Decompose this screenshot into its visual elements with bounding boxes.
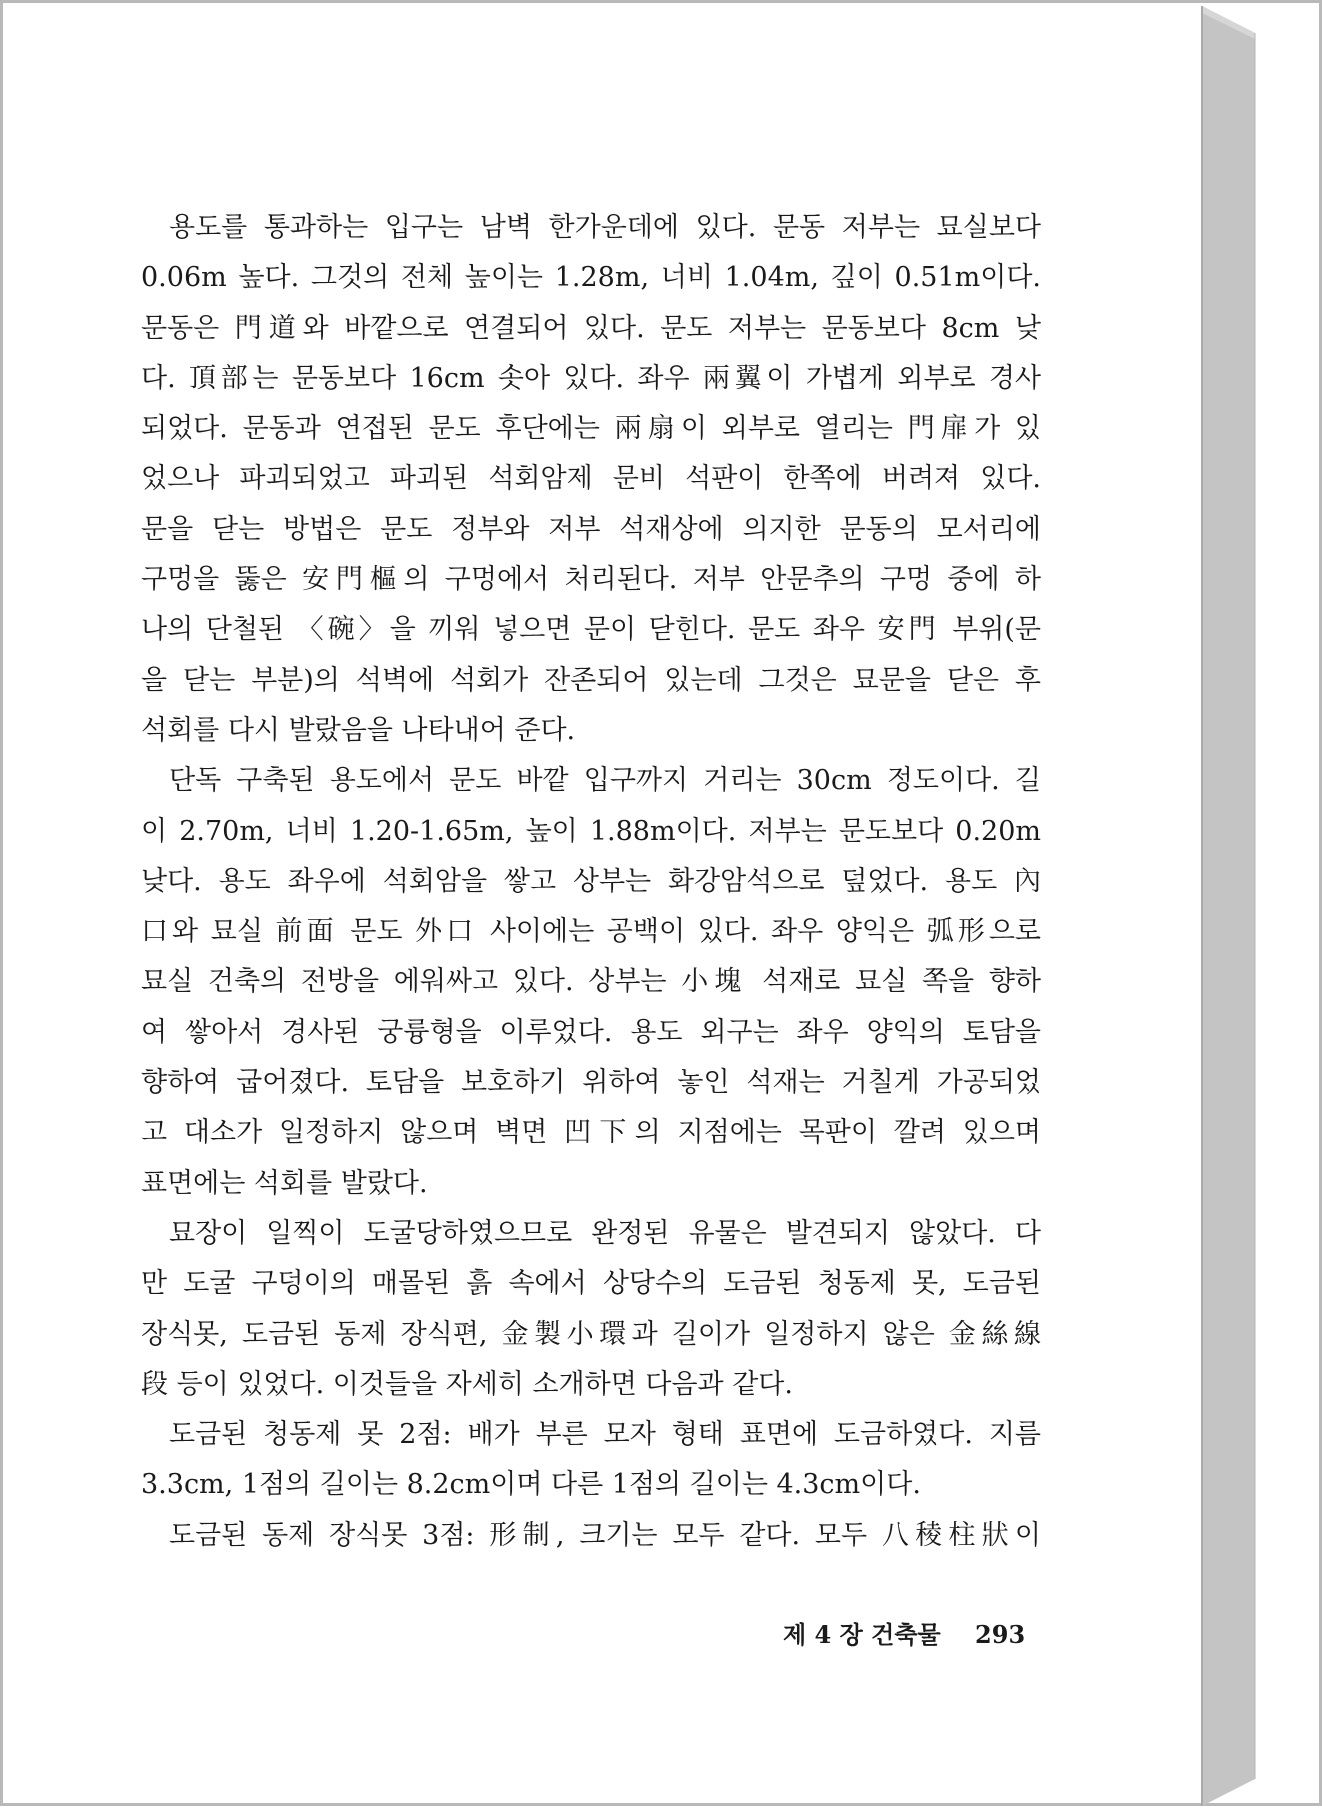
text-line: 구멍을 뚫은 安門樞의 구멍에서 처리된다. 저부 안문추의 구멍 중에 하 — [141, 564, 1041, 596]
text-line: 段 등이 있었다. 이것들을 자세히 소개하면 다음과 같다. — [141, 1368, 793, 1400]
text-line: 3.3cm, 1점의 길이는 8.2cm이며 다른 1점의 길이는 4.3cm이다. — [141, 1469, 921, 1501]
chapter-title: 제 4 장 건축물 — [783, 1620, 941, 1649]
text-line: 도금된 청동제 못 2점: 배가 부른 모자 형태 표면에 도금하였다. 지름 — [169, 1419, 1041, 1451]
text-line: 묘장이 일찍이 도굴당하였으므로 완정된 유물은 발견되지 않았다. 다 — [169, 1217, 1041, 1249]
text-line: 낮다. 용도 좌우에 석회암을 쌓고 상부는 화강암석으로 덮었다. 용도 內 — [141, 865, 1041, 897]
text-line: 문을 닫는 방법은 문도 정부와 저부 석재상에 의지한 문동의 모서리에 — [141, 513, 1041, 545]
text-line: 표면에는 석회를 발랐다. — [141, 1167, 428, 1199]
body-text — [141, 203, 1041, 1561]
text-line: 을 닫는 부분)의 석벽에 석회가 잔존되어 있는데 그것은 묘문을 닫은 후 — [141, 664, 1041, 696]
text-line: 口와 묘실 前面 문도 外口 사이에는 공백이 있다. 좌우 양익은 弧形으로 — [141, 916, 1041, 948]
text-line: 도금된 동제 장식못 3점: 形制, 크기는 모두 같다. 모두 八稜柱狀이 — [169, 1519, 1041, 1551]
text-line: 고 대소가 일정하지 않으며 벽면 凹下의 지점에는 목판이 깔려 있으며 — [141, 1117, 1041, 1149]
text-line: 만 도굴 구덩이의 매몰된 흙 속에서 상당수의 도금된 청동제 못, 도금된 — [141, 1268, 1041, 1300]
text-line: 여 쌓아서 경사된 궁륭형을 이루었다. 용도 외구는 좌우 양익의 토담을 — [141, 1016, 1041, 1048]
text-line: 되었다. 문동과 연접된 문도 후단에는 兩扇이 외부로 열리는 門扉가 있 — [141, 413, 1041, 445]
page-footer — [783, 1615, 1025, 1650]
text-line: 장식못, 도금된 동제 장식편, 金製小環과 길이가 일정하지 않은 金絲線 — [141, 1318, 1041, 1350]
text-line: 석회를 다시 발랐음을 나타내어 준다. — [141, 714, 576, 746]
text-line: 었으나 파괴되었고 파괴된 석회암제 문비 석판이 한쪽에 버려져 있다. — [141, 463, 1041, 495]
text-line: 문동은 門道와 바깥으로 연결되어 있다. 문도 저부는 문동보다 8cm 낮 — [141, 312, 1041, 344]
text-line: 나의 단철된 〈碗〉을 끼워 넣으면 문이 닫힌다. 문도 좌우 安門 부위(문 — [141, 614, 1041, 646]
text-line: 이 2.70m, 너비 1.20-1.65m, 높이 1.88m이다. 저부는 문도보다 0.20m — [141, 815, 1041, 847]
text-line: 향하여 굽어졌다. 토담을 보호하기 위하여 놓인 석재는 거칠게 가공되었 — [141, 1067, 1041, 1099]
text-line: 다. 頂部는 문동보다 16cm 솟아 있다. 좌우 兩翼이 가볍게 외부로 경사 — [141, 362, 1041, 394]
text-line: 묘실 건축의 전방을 에워싸고 있다. 상부는 小塊 석재로 묘실 쪽을 향하 — [141, 966, 1041, 998]
text-line: 용도를 통과하는 입구는 남벽 한가운데에 있다. 문동 저부는 묘실보다 — [169, 212, 1041, 243]
page-number: 293 — [975, 1620, 1026, 1649]
text-line: 0.06m 높다. 그것의 전체 높이는 1.28m, 너비 1.04m, 깊이 0.51m이다. — [141, 262, 1041, 294]
text-line: 단독 구축된 용도에서 문도 바깥 입구까지 거리는 30cm 정도이다. 길 — [169, 765, 1041, 797]
